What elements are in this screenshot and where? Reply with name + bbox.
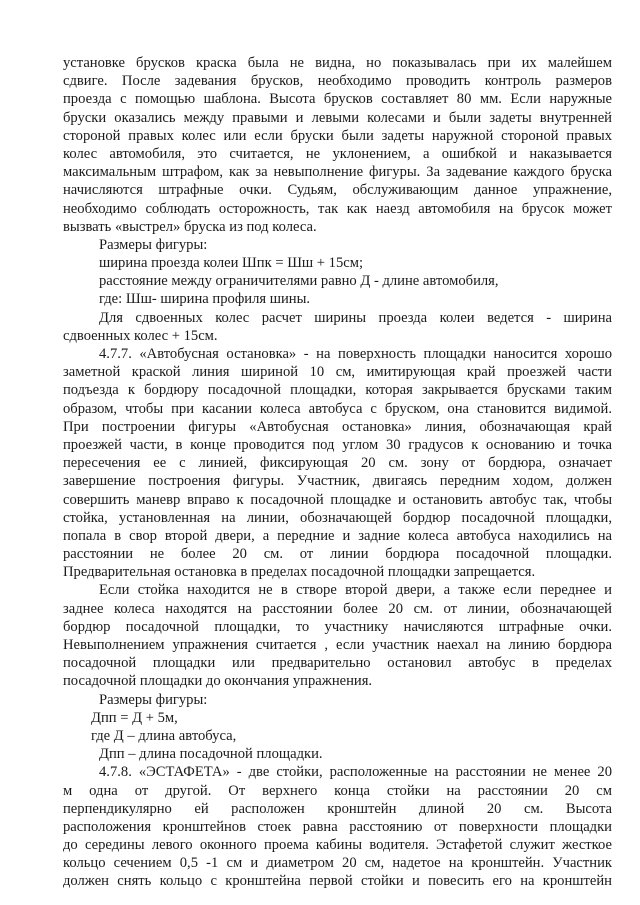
text-line: Размеры фигуры: <box>99 236 208 253</box>
text-line: попала в свор второй двери, а передние и задние колеса автобуса находились на <box>63 527 612 544</box>
text-line: Невыполнением упражнения считается , если участник наехал на линию бордюра <box>63 637 612 653</box>
text-line: Размеры фигуры: <box>99 691 208 708</box>
text-line: вызвать «выстрел» бруска из под колеса. <box>63 218 317 235</box>
text-line: подъезда к бордюру посадочной площадки, которая закрывается брусками таким <box>63 382 612 399</box>
text-line: посадочной площадки до окончания упражнения. <box>63 673 373 690</box>
text-line: кольцо сечением 0,5 -1 см и диаметром 20 см, надетое на кронштейн. Участник <box>63 855 612 872</box>
text-line: образом, чтобы при касании колеса автобуса с бруском, она становится видимой. <box>63 400 612 417</box>
text-line: м одна от другой. От верхнего конца стойки на расстоянии 20 см <box>63 782 612 799</box>
text-line: При построении фигуры «Автобусная остановка» линия, обозначающая край <box>63 418 612 435</box>
text-line: должен снять кольцо с кронштейна первой стойки и повесить его на кронштейн <box>63 873 612 890</box>
text-line: до середины левого оконного проема кабины водителя. Эстафетой служит жесткое <box>63 837 612 854</box>
text-line: расстоянии не более 20 см. от линии бордюра посадочной площадки. <box>63 546 612 563</box>
text-line: ширина проезда колеи Шпк = Шш + 15см; <box>99 255 364 272</box>
text-line: Для сдвоенных колес расчет ширины проезда колеи ведется - ширина <box>99 309 612 326</box>
text-line: 4.7.7. «Автобусная остановка» - на поверхность площадки наносится хорошо <box>99 346 612 362</box>
text-line: сдвоенных колес + 15см. <box>63 327 218 344</box>
text-line: расположения кронштейнов стоек равна расстоянию от поверхности площадки <box>63 818 612 835</box>
text-line: заднее колеса находятся на расстоянии более 20 см. от линии, обозначающей <box>63 600 612 617</box>
text-line: необходимо соблюдать осторожность, так как наезд автомобиля на брусок может <box>63 200 612 217</box>
text-line: Дпп = Д + 5м, <box>91 709 178 726</box>
text-line: стойка, установленная на линии, обозначающей бордюр посадочной площадки, <box>63 509 612 526</box>
text-line: расстояние между ограничителями равно Д - длине автомобиля, <box>99 273 499 290</box>
text-line: посадочной площадки или предварительно остановил автобус в пределах <box>63 655 612 672</box>
text-line: Дпп – длина посадочной площадки. <box>99 746 323 763</box>
text-line: максимальным штрафом, как за невыполнение фигуры. За задевание каждого бруска <box>63 164 612 181</box>
text-line: колес автомобиля, это считается, не уклонением, а ошибкой и наказывается <box>63 145 612 162</box>
text-line: пересечения ее с линией, фиксирующая 20 см. зону от бордюра, означает <box>63 455 612 472</box>
text-line: где: Шш- ширина профиля шины. <box>99 291 311 308</box>
text-line: Предварительная остановка в пределах посадочной площадки запрещается. <box>63 564 536 581</box>
text-line: завершение построения фигуры. Участник, двигаясь передним ходом, должен <box>63 473 612 490</box>
text-line: совершить маневр вправо к посадочной площадке и остановить автобус так, чтобы <box>63 491 612 508</box>
text-line: проезда с помощью шаблона. Высота брусков составляет 80 мм. Если наружные <box>63 91 612 108</box>
text-line: начисляются штрафные очки. Судьям, обслуживающим данное упражнение, <box>63 182 612 199</box>
text-line: бруски оказались между правыми и левыми колесами и были задеты внутренней <box>63 109 612 126</box>
text-line: перпендикулярно ей расположен кронштейн длиной 20 см. Высота <box>63 800 612 817</box>
document-text-body <box>63 54 612 891</box>
text-line: где Д – длина автобуса, <box>91 727 237 744</box>
text-line: проезжей части, в конце проводится под углом 30 градусов к основанию и точка <box>63 436 612 453</box>
text-line: Если стойка находится не в створе второй двери, а также если переднее и <box>99 582 612 599</box>
text-line: бордюр посадочной площадки, то участнику начисляются штрафные очки. <box>63 618 612 635</box>
text-line: заметной краской линия шириной 10 см, имитирующая край проезжей части <box>63 364 612 381</box>
text-line: стороной правых колес или если бруски были задеты наружной стороной правых <box>63 127 612 144</box>
text-line: сдвиге. После задевания брусков, необходимо проводить контроль размеров <box>63 73 612 90</box>
text-line: 4.7.8. «ЭСТАФЕТА» - две стойки, расположенные на расстоянии не менее 20 <box>99 764 612 781</box>
text-line: установке брусков краска была не видна, но показывалась при их малейшем <box>63 55 612 71</box>
